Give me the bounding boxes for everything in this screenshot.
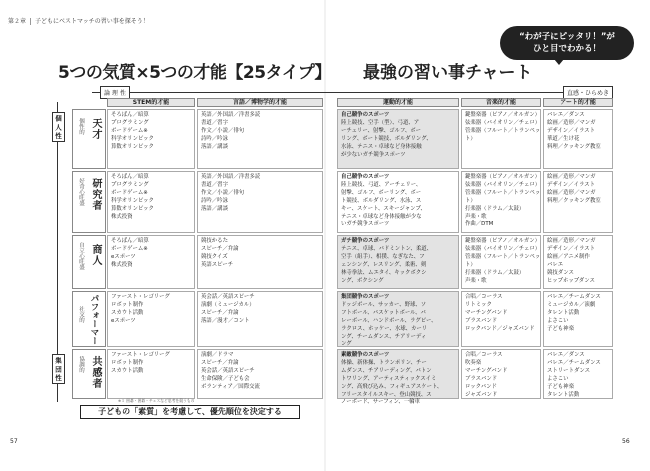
cell-stem: そろばん／暗算 ボードゲーム※ eスポーツ 株式投資	[107, 235, 195, 289]
sport-heading: 自己競争のスポーツ	[341, 112, 390, 118]
type-cell-performer	[72, 291, 106, 347]
cell-sport	[337, 349, 459, 406]
cell-sport	[337, 235, 459, 289]
col-header-stem: STEM的才能	[107, 98, 195, 107]
cell-music: 鍵盤楽器（ピアノ／オルガン） 弦楽器（バイオリン／チェロ） 管楽器（フルート／トランペッ ト） 打楽器（ドラム／太鼓） 声楽・歌 作曲／DTM	[461, 171, 541, 233]
cell-music: 鍵盤楽器（ピアノ／オルガン） 弦楽器（バイオリン／チェロ） 管楽器（フルート／トランペッ ト）	[461, 109, 541, 169]
bubble-line-2: ひと目でわかる！	[532, 44, 601, 54]
type-cell-empath	[72, 349, 106, 399]
sport-heading: 集団競争のスポーツ	[341, 294, 390, 300]
logic-axis-line	[92, 92, 602, 93]
type-name: パフォーマー	[89, 294, 99, 345]
cell-sport	[337, 291, 459, 347]
sport-heading: 素敵競争のスポーツ	[341, 352, 390, 358]
cell-stem: そろばん／暗算 プログラミング ボードゲーム※ 科学オリンピック 算数オリンピック 株式投資	[107, 171, 195, 233]
cell-stem: ファースト・レゴリーグ ロボット制作 スカウト活動	[107, 349, 195, 399]
chapter-header	[8, 16, 149, 25]
cell-language: 英語／外国語／洋書多読 書道／習字 作文／小説／俳句 詩吟／吟詠 落語／講談	[197, 171, 323, 233]
cell-stem: そろばん／暗算 プログラミング ボードゲーム※ 科学オリンピック 算数オリンピック	[107, 109, 195, 169]
type-sub: 社交的	[78, 306, 84, 323]
cell-art: バレエ／ダンス バレエ／チームダンス ストリートダンス よさこい 子ども神楽 タレント活動	[543, 349, 613, 399]
type-sub: 協調的	[78, 356, 84, 373]
type-cell-researcher	[72, 171, 106, 233]
cell-language: 競技かるた スピーチ／弁論 競技クイズ 英語スピーチ	[197, 235, 323, 289]
type-name: 天才	[90, 118, 101, 140]
type-cell-merchant	[72, 235, 106, 289]
type-cell-genius	[72, 109, 106, 169]
sport-text: ドッジボール、サッカー、野球、ソ フトボール、バスケットボール、バ レーボール、ハンドボール、ラグビー、 ラクロス、ホッケー、水球、カーリ ング、チームダンス、チアリーディ ング	[341, 301, 437, 348]
cell-art: 絵画／造形／マンガ デザイン／イラスト 絵画／造形／マンガ 料理／クッキング教室	[543, 171, 613, 233]
logic-axis-label: 論 理 性	[100, 86, 130, 99]
type-name: 共感者	[90, 356, 101, 389]
group-axis-label: 集 団 性	[52, 354, 65, 384]
bottom-note-box: 子どもの「素質」を考慮して、優先順位を決定する	[80, 405, 300, 419]
col-header-music: 音楽的才能	[461, 98, 541, 107]
type-sub: 好奇心旺盛	[78, 178, 84, 206]
page-title-left: 5つの気質×5つの才能【25タイプ】	[58, 63, 331, 83]
speech-bubble	[500, 26, 634, 60]
sport-heading: ガチ競争のスポーツ	[341, 238, 390, 244]
cell-music: 鍵盤楽器（ピアノ／オルガン） 弦楽器（バイオリン／チェロ） 管楽器（フルート／トランペッ ト） 打楽器（ドラム／太鼓） 声楽・歌	[461, 235, 541, 289]
cell-sport	[337, 171, 459, 233]
chapter-subtitle: 子どもにベストマッチの習い事を探そう！	[35, 18, 149, 25]
sport-text: 陸上競技、弓道、アーチェリー、 射撃、ゴルフ、ボーリング、ボー ト競技、ボルダリング、水泳、ス キー、スケート、スキージャンプ、 テニス・卓球など身体接触が少な いガチ競争スポーツ	[341, 181, 426, 228]
page-number-right: 56	[622, 438, 630, 445]
cell-music: 合唱／コーラス 吹奏楽 マーチングバンド ブラスバンド ロックバンド ジャズバンド	[461, 349, 541, 399]
intuition-axis-label: 直感・ひらめき	[563, 86, 613, 99]
sport-heading: 自己競争のスポーツ	[341, 174, 390, 180]
cell-language: 英会話／英語スピーチ 演劇（ミュージカル） スピーチ／弁論 落語／漫才／コント	[197, 291, 323, 347]
cell-language: 演劇／ドラマ スピーチ／弁論 英会話／英語スピーチ 生命保険／子ども会 ボランティア／国際交流	[197, 349, 323, 399]
cell-sport	[337, 109, 459, 169]
sport-text: テニス、卓球、バドミントン、柔道、 空手（組手）、相撲、なぎなた、フ ェンシング、レスリング、柔術、剣 林寺拳法、ムエタイ、キックボクシ ング、ボクシング	[341, 245, 433, 284]
chapter-label: 第２章	[8, 18, 27, 25]
cell-art: 絵画／造形／マンガ デザイン／イラスト 絵画／アニメ制作 バレエ 競技ダンス ヒップホップダンス	[543, 235, 613, 289]
sport-text: 陸上競技、空手（型）、弓道、ア ーチェリー、射撃、ゴルフ、ボー リング、ボート競技、ボルダリング、 水泳、テニス・卓球など身体接触 が少ないガチ競争スポーツ	[341, 119, 432, 158]
bubble-line-1: “わが子にピッタリ！”が	[519, 32, 615, 42]
page-number-left: 57	[10, 438, 18, 445]
type-name: 商人	[90, 244, 101, 266]
type-name: 研究者	[90, 178, 101, 211]
sport-text: 体操、新体操、トランポリン、チー ムダンス、チアリーディング、バトン トワリング、アーティスティックスイミ ング、高飛び込み、フィギュアスケート、 フリースタイルスキー、登山競技、ス ノーボード、サーフィン、一輪車	[341, 359, 443, 406]
footnote: ※１ 囲碁・囲碁・チェスなど思考を競うもの	[118, 398, 195, 403]
page-title-right: 最強の習い事チャート	[363, 63, 533, 83]
type-sub: 個性的	[78, 118, 84, 135]
cell-art: バレエ／ダンス 絵画／造形／マンガ デザイン／イラスト 華道／生け花 料理／クッキング教室	[543, 109, 613, 169]
col-header-art: アート的才能	[543, 98, 613, 107]
cell-art: バレエ／チームダンス ミュージカル／演劇 タレント活動 よさこい 子ども神楽	[543, 291, 613, 347]
col-header-language: 言語／博物学的才能	[197, 98, 323, 107]
cell-music: 合唱／コーラス リトミック マーチングバンド ブラスバンド ロックバンド／ジャズバンド	[461, 291, 541, 347]
type-sub: 自立心旺盛	[78, 242, 84, 270]
cell-language: 英語／外国語／洋書多読 書道／習字 作文／小説／俳句 詩吟／吟詠 落語／講談	[197, 109, 323, 169]
cell-stem: ファースト・レゴリーグ ロボット制作 スカウト活動 eスポーツ	[107, 291, 195, 347]
individual-axis-label: 個 人 性	[52, 112, 65, 142]
col-header-sport: 運動的才能	[337, 98, 459, 107]
